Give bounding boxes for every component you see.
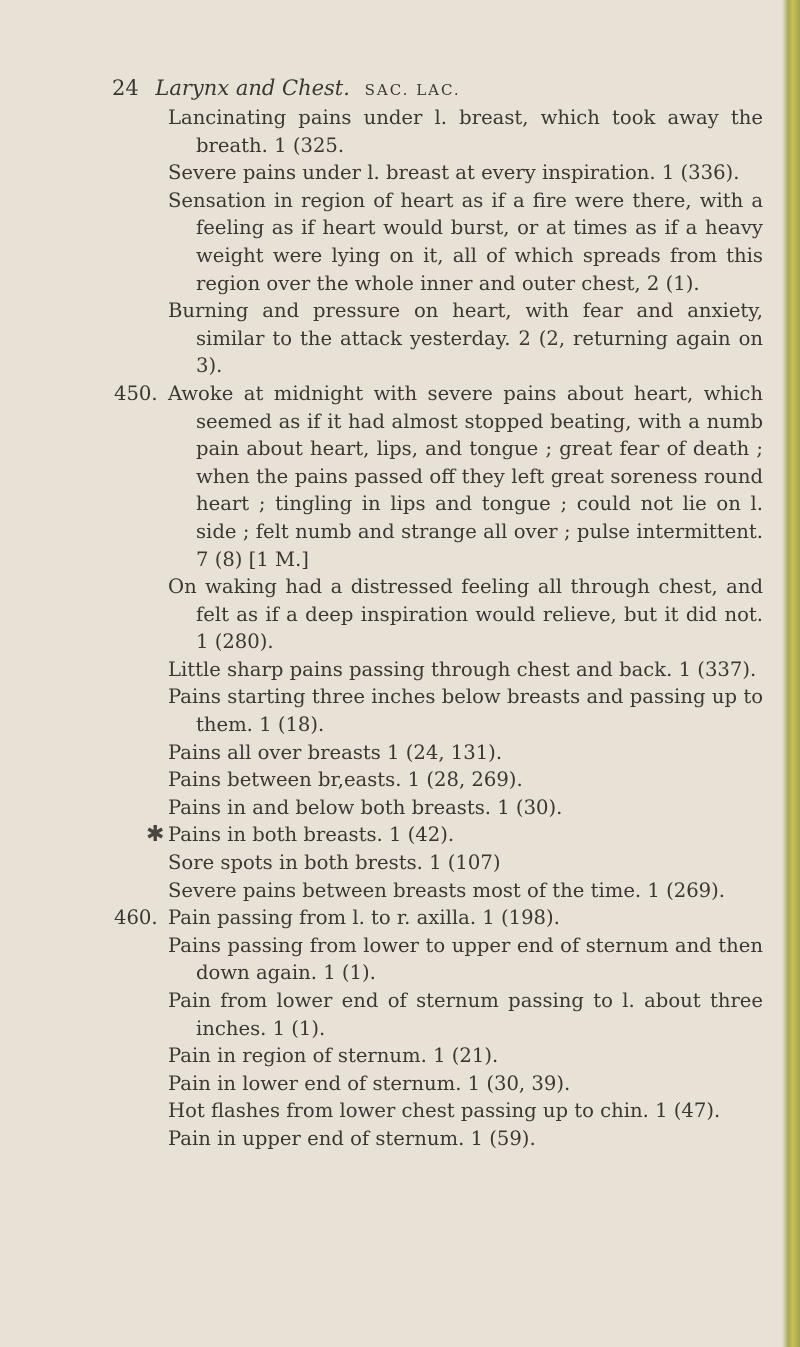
symptom-entry (0, 656, 763, 684)
symptom-entry (0, 766, 763, 794)
symptom-text: Severe pains between breasts most of the time. 1 (269). (168, 878, 725, 902)
symptom-text: Pains starting three inches below breasts and passing up to them. 1 (18). (168, 685, 763, 737)
symptom-entry (0, 159, 763, 187)
line-number: 460. (114, 906, 158, 930)
symptom-entry (0, 104, 763, 159)
symptom-entry (0, 1097, 763, 1125)
symptom-entry (0, 987, 763, 1042)
symptom-entry (0, 849, 763, 877)
symptom-text: Pains in and below both breasts. 1 (30). (168, 795, 563, 819)
running-header (112, 76, 461, 100)
symptom-text: Pain from lower end of sternum passing to l. about three inches. 1 (1). (168, 989, 763, 1040)
symptom-text: Sore spots in both brests. 1 (107) (168, 851, 501, 875)
symptom-text: Pains in both breasts. 1 (42). (168, 823, 455, 847)
symptom-text: Burning and pressure on heart, with fear and anxiety, similar to the attack yesterday. 2 (2, returning again on 3). (168, 299, 763, 378)
symptom-list (0, 104, 800, 1153)
symptom-entry (0, 683, 763, 738)
symptom-entry (0, 187, 763, 297)
symptom-text: Sensation in region of heart as if a fire were there, with a feeling as if heart would burst, or at times as if a heavy weight were lying on it, all of which spreads from this region over the whole inner and outer chest, 2 (1). (168, 188, 763, 295)
symptom-text: Little sharp pains passing through chest and back. 1 (337). (168, 657, 757, 681)
symptom-entry (0, 821, 763, 849)
symptom-text: Severe pains under l. breast at every inspiration. 1 (336). (168, 161, 740, 185)
symptom-entry (0, 1070, 763, 1098)
symptom-text: Hot flashes from lower chest passing up to chin. 1 (47). (168, 1099, 721, 1123)
line-number: 450. (114, 381, 158, 405)
symptom-entry (0, 1125, 763, 1153)
symptom-entry (0, 739, 763, 767)
symptom-entry (0, 1042, 763, 1070)
page-title: Larynx and Chest. (155, 76, 350, 100)
running-head-abbrev: SAC. LAC. (364, 81, 461, 99)
symptom-text: Awoke at midnight with severe pains about heart, which seemed as if it had almost stopped beating, with a numb pain about heart, lips, and tongue ; great fear of death ; when the pains passed off they left great soreness round heart ; tingling in lips and tongue ; could not lie on l. side ; felt numb and strange all over ; pulse intermittent. 7 (8) [1 M.] (168, 381, 763, 571)
symptom-text: Pains passing from lower to upper end of sternum and then down again. 1 (1). (168, 933, 763, 985)
symptom-entry (0, 380, 763, 573)
symptom-entry (0, 297, 763, 380)
symptom-text: Pain in region of sternum. 1 (21). (168, 1044, 499, 1068)
symptom-entry (0, 877, 763, 905)
symptom-text: Lancinating pains under l. breast, which took away the breath. 1 (325. (168, 106, 763, 157)
symptom-text: Pain in upper end of sternum. 1 (59). (168, 1126, 536, 1150)
symptom-text: Pain passing from l. to r. axilla. 1 (198). (168, 906, 560, 930)
symptom-entry (0, 794, 763, 822)
symptom-entry (0, 932, 763, 987)
symptom-entry (0, 573, 763, 656)
asterisk-mark-icon: ✱ (146, 822, 165, 848)
page-number: 24 (112, 76, 139, 100)
symptom-entry (0, 904, 763, 932)
symptom-text: Pains between br,easts. 1 (28, 269). (168, 768, 523, 792)
symptom-text: On waking had a distressed feeling all through chest, and felt as if a deep inspiration would relieve, but it did not. 1 (280). (168, 575, 763, 654)
symptom-text: Pains all over breasts 1 (24, 131). (168, 740, 503, 764)
symptom-text: Pain in lower end of sternum. 1 (30, 39). (168, 1071, 571, 1095)
